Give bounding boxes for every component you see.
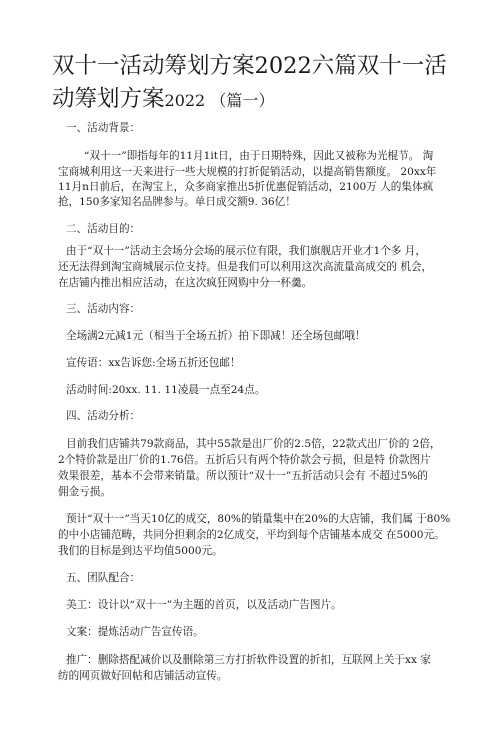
paragraph-line: 还无法得到淘宝商城展示位支持。但是我们可以利用这次高流量高成交的 机会， xyxy=(58,261,433,273)
paragraph-line: 的中小店铺范畴，共同分担剩余的2亿成交，平均到每个店铺基本成交 在5000元。 xyxy=(58,529,445,541)
paragraph-line: 佣金亏损。 xyxy=(58,486,111,498)
paragraph-line: 我们的目标是到达平均值5000元。 xyxy=(58,545,223,557)
section-heading-purpose: 二、活动目的： xyxy=(66,223,141,235)
paragraph-line: 11月n日前后，在淘宝上，众多商家推出5折优惠促销活动，2100万 人的集体疯 xyxy=(58,181,434,193)
section-heading-background: 一、活动背景： xyxy=(66,122,141,134)
paragraph-line: 在店铺内推出相应活动，在这次疯狂网购中分一杯羹。 xyxy=(58,277,313,289)
paragraph-line: “双十一”即指每年的11月1it日，由于日期特殊，因此又被称为光棍节。 淘 xyxy=(84,150,434,162)
title-line-2-text: 动筹划方案 xyxy=(52,86,165,112)
paragraph-line: 抢，150多家知名品牌参与。单日成交额9. 36亿！ xyxy=(58,196,296,208)
paragraph-line: 预计“双十一”当天10亿的成交，80%的销量集中在20%的大店铺，我们属 于80% xyxy=(66,513,451,525)
title-line-2-suffix: 2022 （篇一） xyxy=(164,91,275,110)
paragraph-line: 纺的网页做好回帖和店铺活动宣传。 xyxy=(58,670,228,682)
paragraph-line: 目前我们店铺共79款商品，其中55款是出厂价的2.5倍，22款式出厂价的 2倍， xyxy=(66,438,441,450)
title-line-2 xyxy=(52,83,472,117)
section-heading-team: 五、团队配合： xyxy=(66,572,141,584)
paragraph-line: 由于“双十一”活动主会场分会场的展示位有限，我们旗舰店开业才1个多 月， xyxy=(66,245,426,257)
paragraph-line: 2个特价款是出厂价的1.76倍。五折后只有两个特价款会亏损，但是特 价款图片 xyxy=(58,454,431,466)
section-heading-analysis: 四、活动分析： xyxy=(66,410,141,422)
section-heading-content: 三、活动内容： xyxy=(66,303,141,315)
paragraph-line: 宣传语：xx告诉您:全场五折还包邮！ xyxy=(66,357,241,369)
title-line-1: 双十一活动筹划方案2022六篇双十一活 xyxy=(52,53,447,79)
paragraph-line: 宝商城利用这一天来进行一些大规模的打折促销活动，以提高销售额度。 20xx年 xyxy=(58,166,437,178)
paragraph-line: 文案：提炼活动广告宣传语。 xyxy=(66,626,204,638)
paragraph-line: 全场满2元减1元（相当于全场五折）拍下即减！还全场包邮哦！ xyxy=(66,330,366,342)
paragraph-line: 活动时间:20xx. 11. 11凌晨一点至24点。 xyxy=(66,384,266,396)
paragraph-line: 推广：删除搭配减价以及删除第三方打折软件设置的折扣，互联网上关于xx 家 xyxy=(66,654,431,666)
paragraph-line: 美工：设计以“双十一”为主题的首页，以及活动广告图片。 xyxy=(66,599,342,611)
paragraph-line: 效果很差，基本不会带来销量。所以预计“双十一”五折活动只会有 不超过5%的 xyxy=(58,470,429,482)
document-title xyxy=(52,50,472,117)
